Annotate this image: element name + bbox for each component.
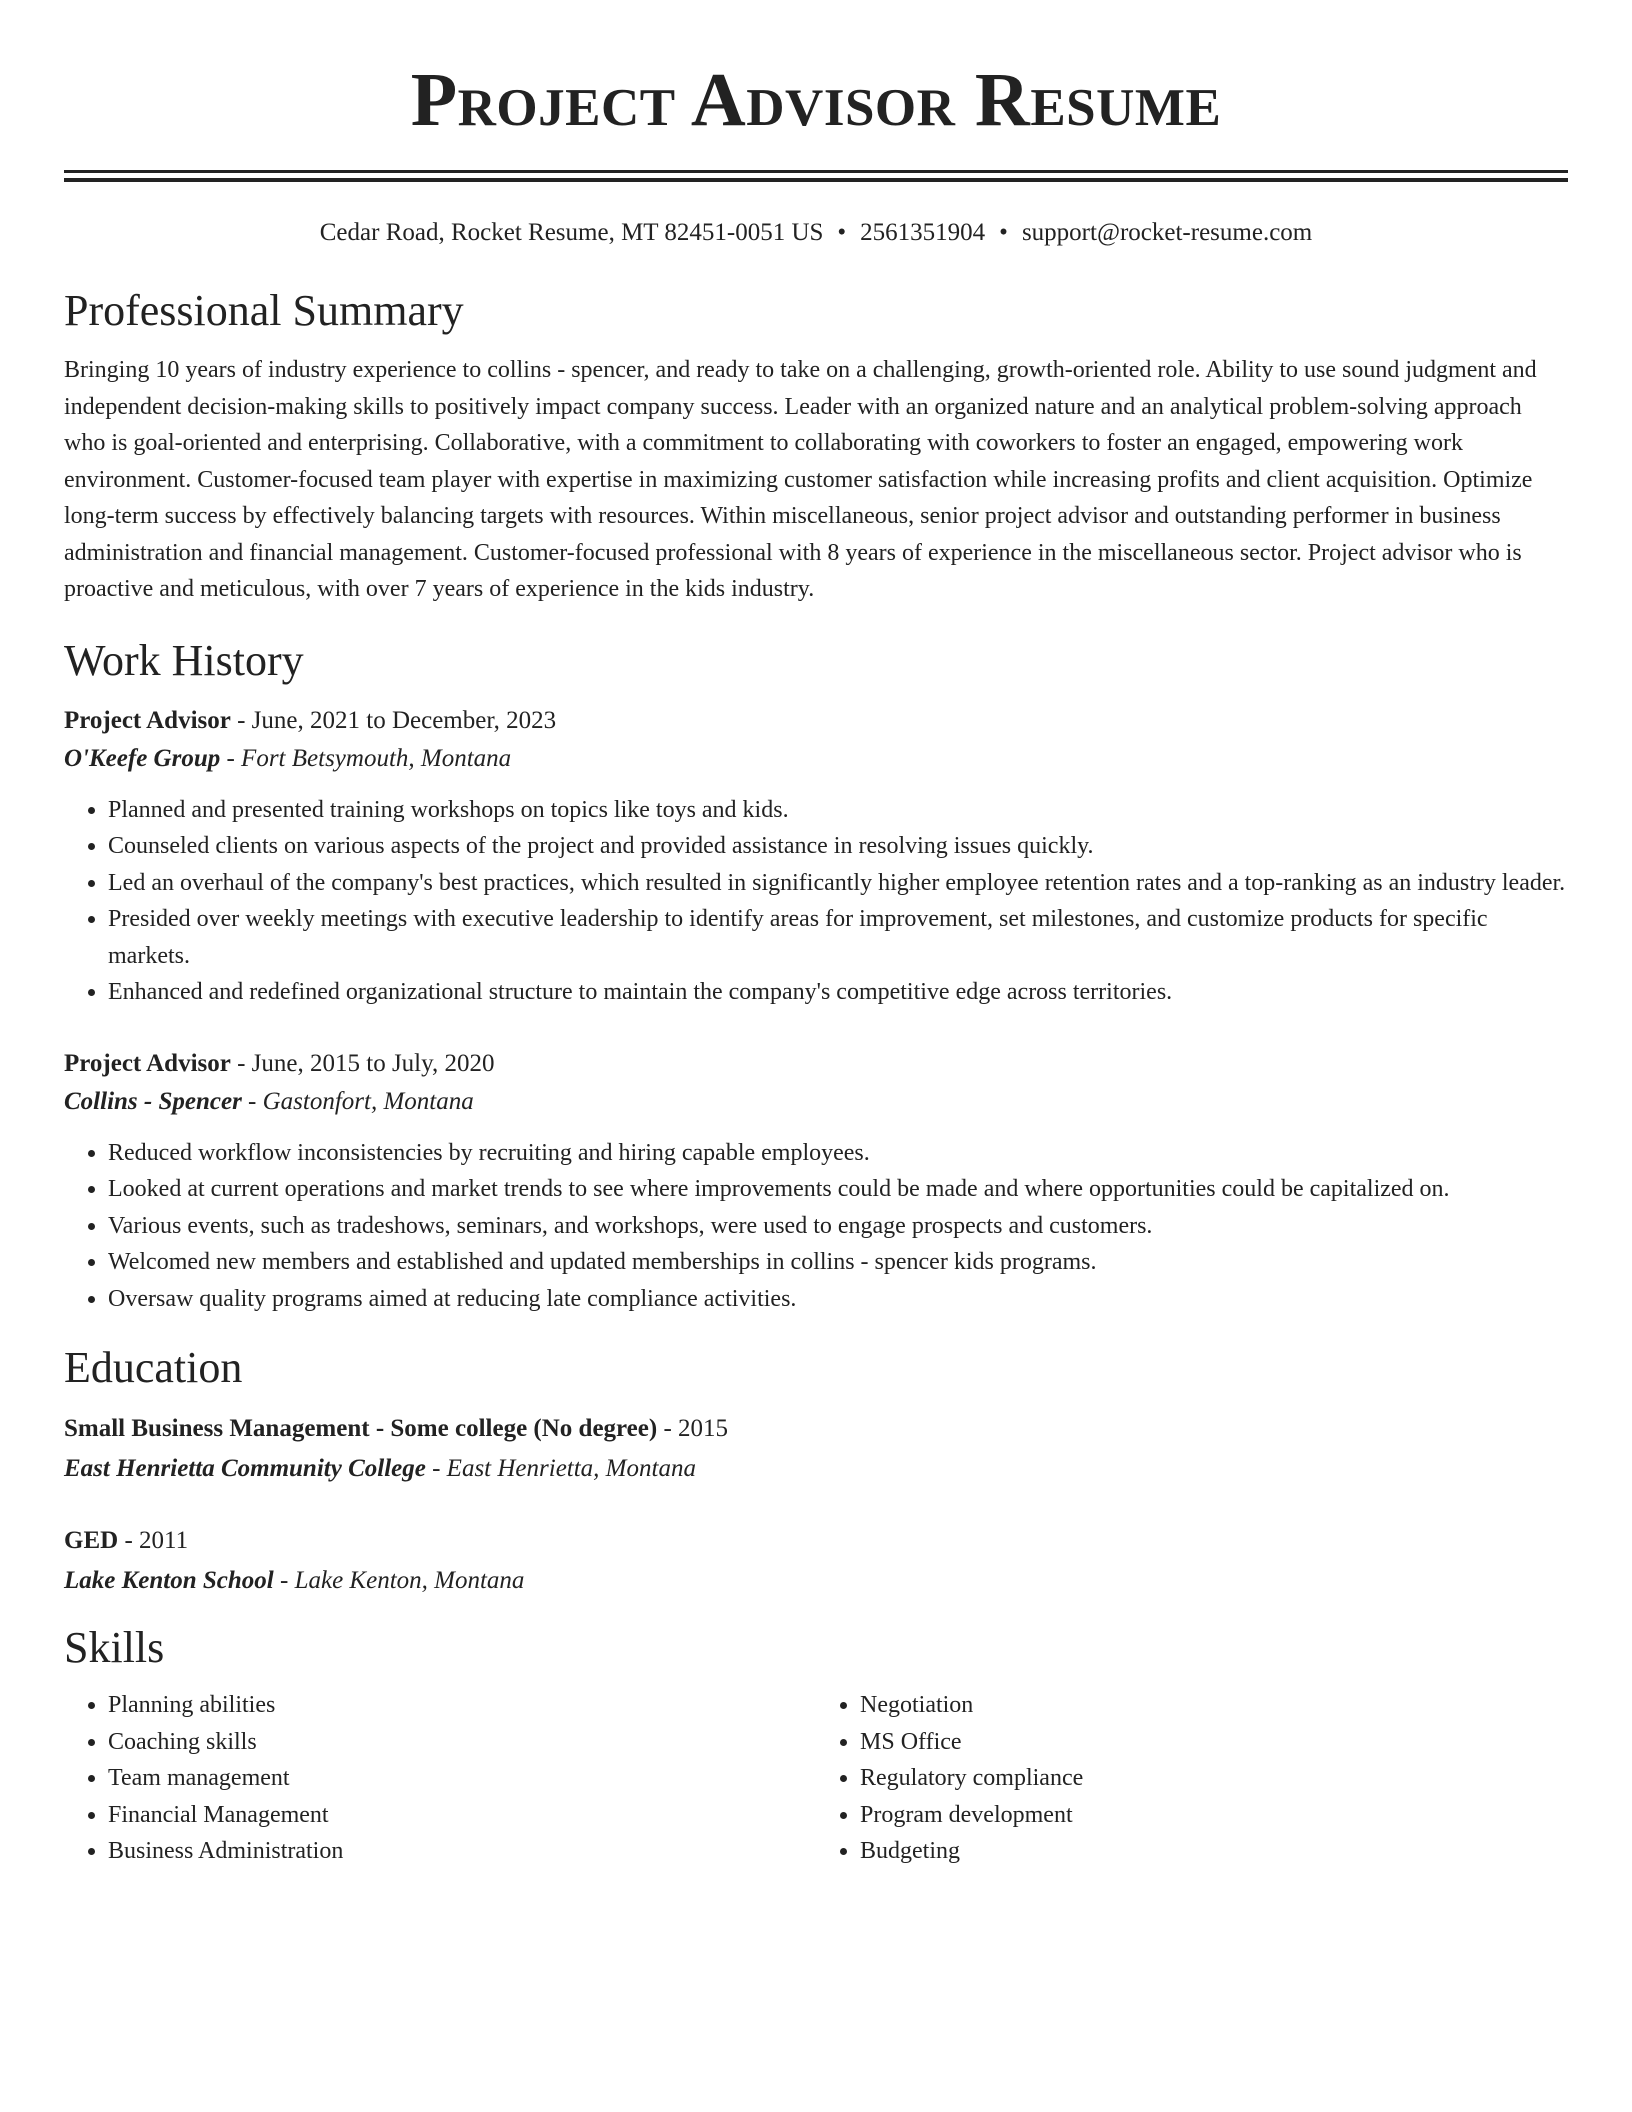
job-dates: - June, 2015 to July, 2020 (230, 1049, 495, 1077)
resume-title: Project Advisor Resume (410, 58, 1222, 142)
contact-line (64, 218, 1568, 248)
job-bullet: • Enhanced and redefined organizational structure to maintain the company's competitive edge across territories. (108, 974, 1568, 1011)
job-dates: - June, 2021 to December, 2023 (230, 706, 557, 734)
education-school: East Henrietta Community College (64, 1455, 426, 1482)
job-bullets (64, 1135, 1568, 1318)
job-company: Collins - Spencer (64, 1087, 242, 1115)
education-entry (64, 1409, 1568, 1489)
job-title-line (64, 1045, 1568, 1083)
education-entry (64, 1521, 1568, 1601)
job-title-line (64, 702, 1568, 740)
job-location: - Gastonfort, Montana (241, 1087, 474, 1115)
job-entry (64, 702, 1568, 1011)
skill-item: • Team management (108, 1760, 816, 1797)
work-history-heading: Work History (64, 635, 304, 685)
skill-item: • Financial Management (108, 1797, 816, 1834)
skill-item: • Planning abilities (108, 1687, 816, 1724)
skills-heading: Skills (64, 1623, 165, 1672)
skills-list-right (816, 1687, 1568, 1870)
education-school-line (64, 1449, 1568, 1489)
summary-text: Bringing 10 years of industry experience to collins - spencer, and ready to take on a challenging, growth-oriented role. Ability to use sound judgment and independent decision-making skills to positively impact company success. Leader with an organized nature and an analytical problem-solving approach who is goal-oriented and enterprising. Collaborative, with a commitment to collaborating with coworkers to foster an engaged, empowering work environment. Customer-focused team player with expertise in maximizing customer satisfaction while increasing profits and client acquisition. Optimize long-term success by effectively balancing targets with resources. Within miscellaneous, senior project advisor and outstanding performer in business administration and financial management. Customer-focused professional with 8 years of experience in the miscellaneous sector. Project advisor who is proactive and meticulous, with over 7 years of experience in the kids industry. (64, 357, 1537, 602)
skill-item: • MS Office (860, 1724, 1568, 1761)
summary-heading: Professional Summary (64, 286, 464, 335)
education-degree-line (64, 1521, 1568, 1561)
education-school-line (64, 1561, 1568, 1601)
job-bullet: • Planned and presented training workshops on topics like toys and kids. (108, 792, 1568, 829)
job-bullet: • Reduced workflow inconsistencies by recruiting and hiring capable employees. (108, 1135, 1568, 1172)
job-bullet: • Various events, such as tradeshows, seminars, and workshops, were used to engage prospects and customers. (108, 1208, 1568, 1245)
skills-list-left (64, 1687, 816, 1870)
job-bullet: • Presided over weekly meetings with executive leadership to identify areas for improvement, set milestones, and customize products for specific markets. (108, 901, 1568, 974)
skill-item: • Negotiation (860, 1687, 1568, 1724)
job-entry (64, 1045, 1568, 1318)
skill-item: • Coaching skills (108, 1724, 816, 1761)
skill-item: • Budgeting (860, 1833, 1568, 1870)
education-location: - Lake Kenton, Montana (273, 1567, 525, 1594)
job-company: O'Keefe Group (64, 744, 221, 772)
job-bullet: • Led an overhaul of the company's best practices, which resulted in significantly higher employee retention rates and a top-ranking as an industry leader. (108, 865, 1568, 902)
education-school: Lake Kenton School (64, 1567, 274, 1594)
education-degree: Small Business Management - Some college (No degree) (64, 1415, 658, 1442)
education-year: - 2011 (118, 1527, 189, 1554)
education-heading: Education (64, 1343, 243, 1392)
job-bullet: • Looked at current operations and market trends to see where improvements could be made and where opportunities could be capitalized on. (108, 1171, 1568, 1208)
job-bullet: • Oversaw quality programs aimed at reducing late compliance activities. (108, 1281, 1568, 1318)
contact-email: support@rocket-resume.com (1021, 219, 1313, 246)
job-company-line (64, 740, 1568, 778)
education-location: - East Henrietta, Montana (425, 1455, 696, 1482)
job-location: - Fort Betsymouth, Montana (220, 744, 512, 772)
job-bullet: • Welcomed new members and established and updated memberships in collins - spencer kids programs. (108, 1244, 1568, 1281)
contact-address: Cedar Road, Rocket Resume, MT 82451-0051 US (319, 219, 824, 246)
job-bullet: • Counseled clients on various aspects of the project and provided assistance in resolving issues quickly. (108, 828, 1568, 865)
job-title: Project Advisor (64, 706, 231, 734)
contact-separator: • (837, 219, 847, 246)
job-title: Project Advisor (64, 1049, 231, 1077)
skill-item: • Regulatory compliance (860, 1760, 1568, 1797)
education-degree-line (64, 1409, 1568, 1449)
skills-grid (64, 1687, 1568, 1870)
job-bullets (64, 792, 1568, 1011)
skill-item: • Program development (860, 1797, 1568, 1834)
title-double-rule (64, 170, 1568, 182)
education-year: - 2015 (657, 1415, 729, 1442)
contact-separator: • (999, 219, 1008, 246)
job-company-line (64, 1083, 1568, 1121)
contact-phone: 2561351904 (860, 219, 986, 246)
skill-item: • Business Administration (108, 1833, 816, 1870)
education-degree: GED (64, 1527, 119, 1554)
